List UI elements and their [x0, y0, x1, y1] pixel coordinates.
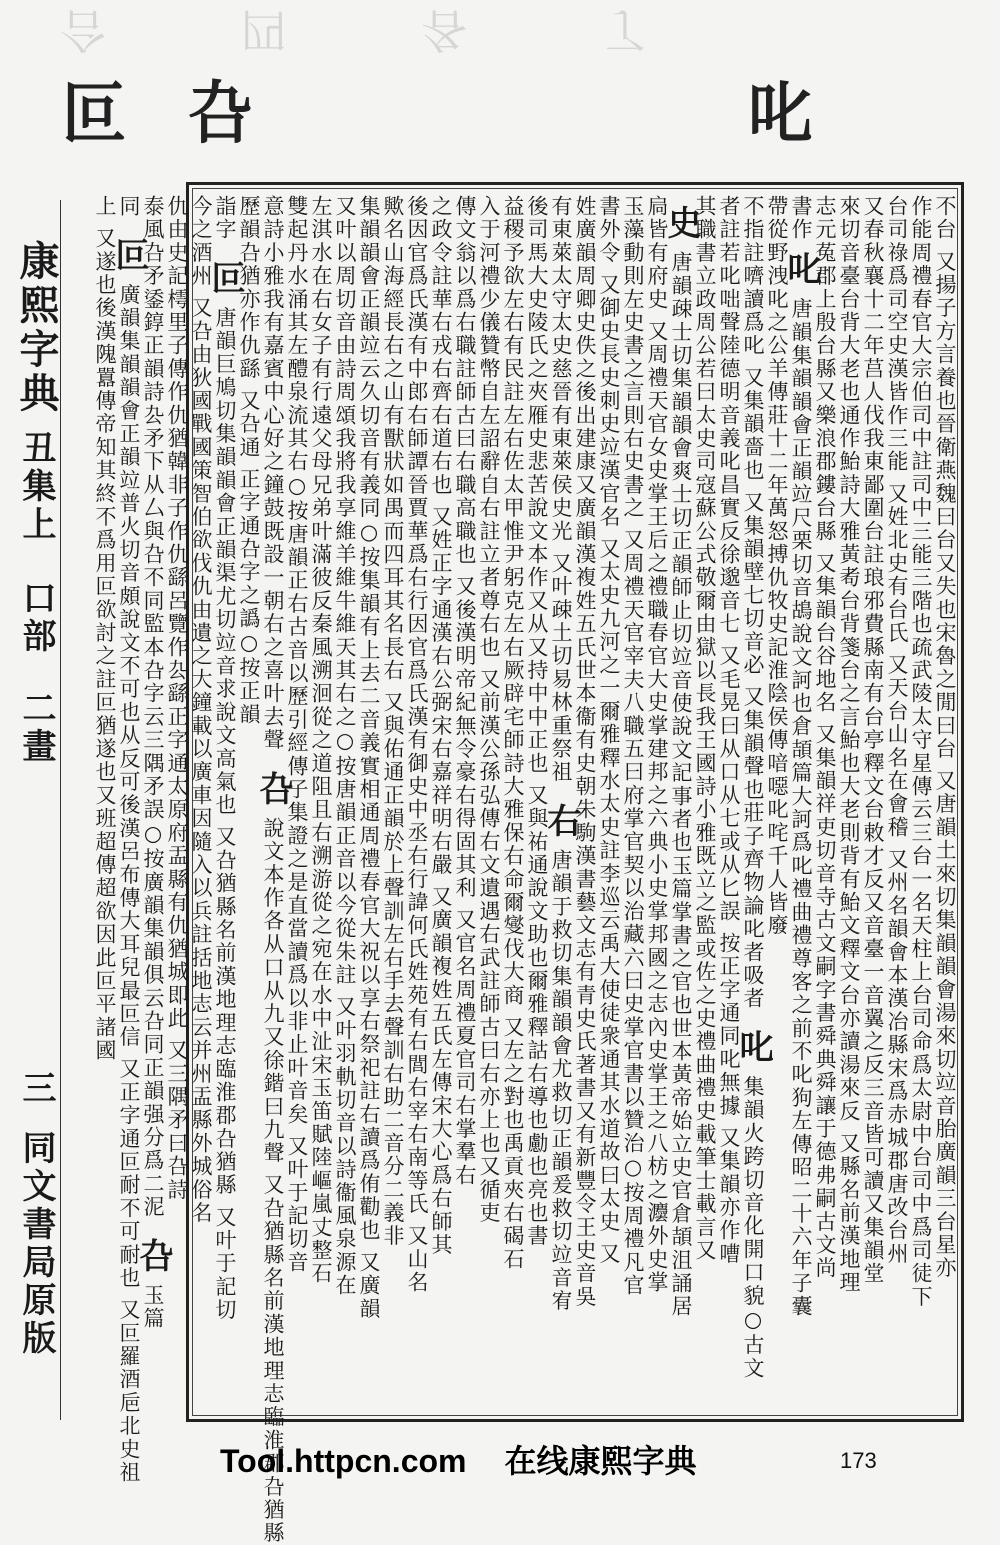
headword: 右 — [541, 802, 581, 839]
entry-text: 不指註嚌讀爲叱 又集韻嗇也 又集韻壁七切音必 又集韻聲也莊子齊物論叱者吸者 — [741, 195, 765, 1020]
page-number: 173 — [840, 1448, 877, 1473]
radical-label: 口部 — [16, 580, 56, 656]
text-column — [693, 189, 717, 1415]
stroke-count-label: 二畫 — [16, 690, 56, 766]
footer-title: 在线康熙字典 — [504, 1443, 697, 1479]
entry-text: 又叶以周切音由詩周頌我將我享維羊維牛維天其右之○按唐韻正音以今從朱註 又叶羽軌切音以詩衞風泉源在 — [333, 195, 357, 1298]
entry-text: 唐韻疎士切集韻韻會爽士切正韻師止切竝音使說文記事者也玉篇掌書之官也世本黃帝始立史官倉頡沮誦居 — [669, 251, 693, 1319]
entry-text: 上 又遂也後漢隗囂傳帝知其終不爲用叵欲討之註叵猶遂也又班超傳超欲因此叵平諸國 — [93, 195, 117, 1063]
entry-text: 有東萊太守太史慈晉有東萊侯史光 又叶疎土切易林重祭祖 — [549, 195, 573, 793]
text-column — [645, 189, 669, 1415]
leaf-number: 三 — [16, 1070, 56, 1108]
entry-text: 又春秋襄十二年莒人伐我東鄙圍台註琅邪費縣南有台亭釋文台敕才反又音臺一音翼之反三音皆可讀又集韻堂 — [861, 195, 885, 1286]
text-column — [109, 189, 149, 1485]
text-column — [885, 189, 909, 1415]
entry-text: 歷韻叴猶亦作仇繇 又叴通 正字通叴字之譌○按正韻 — [237, 195, 261, 727]
entry-text: 帶從野洩叱之公羊傳莊十二年萬怒搏仇牧史記淮陰侯傳喑噁叱咤千人皆廢 — [765, 195, 789, 938]
text-column — [733, 189, 773, 1415]
entry-text: 益稷予欲左右有民註左右佐太甲惟尹躬克左右厥辟宅師詩大雅保右命爾燮伐大商 又左之對也禹貢夾右碣石 — [501, 195, 525, 1272]
text-column — [837, 189, 861, 1415]
book-title: 康熙字典 — [13, 240, 60, 416]
entry-text: 唐韻集韻韻會正韻竝尺栗切音鴣說文訶也倉頡篇大訶爲叱禮曲禮尊客之前不叱狗左傳昭二十六年子囊 — [789, 297, 813, 1319]
text-column — [381, 189, 405, 1415]
entry-text: 雙起丹水涌其左醴泉流其右○按唐韻正右古音以歷引經傳子集證之是直當讀爲以非止叶音矣 又叶于記切音 — [285, 195, 309, 1275]
entry-text: 玉篇 — [141, 1283, 165, 1331]
entry-text: 入于河禮少儀贊幣自左詔辭自右註立者尊右也 又前漢公孫弘傳右文遺遇右武註師古曰右亦上也又循吏 — [477, 195, 501, 1225]
headword: 叱 — [733, 1029, 773, 1066]
entry-text: 傳文翁以爲右職註師古曰右職高職也 又後漢明帝紀無令豪右得固其利 又官名周禮夏官司右掌羣右 — [453, 195, 477, 1188]
text-column — [781, 189, 821, 1415]
entry-text: 詣字 — [213, 195, 237, 251]
collection-label: 丑集上 — [16, 430, 56, 544]
text-column — [189, 189, 213, 1415]
entry-text: 後司馬大史陵氏之夾雁史悲苦說文本作又从又持中中正也 又與祐通說文助也爾雅釋詁右導也勴也亮也書 — [525, 195, 549, 1248]
text-column — [333, 189, 357, 1415]
entry-text: 今之酒州 又叴由狄國戰國策智伯欲伐仇由遺之大鐘載以廣車因隨入以兵註括地志云并州盂縣外城俗名 — [189, 195, 213, 1225]
entry-text: 志元菟郡上殷台縣又樂浪郡鏤台縣 又集韻台谷地名 又集韻祥吏切音寺古文嗣字書舜典舜讓于德弗嗣古文尚 — [813, 195, 837, 1280]
entry-text: 後因官爲氏漢有中郎右師譚晉賈華爲右行因官爲氏漢有御史中丞右行諱何氏姓苑有右閭右宰右南等氏 又山名 — [405, 195, 429, 1295]
text-column — [357, 189, 381, 1415]
entry-text: 書外令 又御史長史刺史竝漢官名 又太史九河之一爾雅釋水太史註李巡云禹大使徒衆通其水道故曰太史 又 — [597, 195, 621, 1266]
bleed-through-text: 合 四 各 了 — [60, 3, 708, 57]
text-column — [453, 189, 477, 1415]
text-column — [501, 189, 525, 1415]
entry-text: 意詩小雅我有嘉賓中心好之鐘鼓既設一朝右之喜叶去聲 — [261, 195, 285, 761]
entry-text: 來切音臺台背大老也通作鮐詩大雅黃耇台背箋台之言鮐也大老則背有鮐文釋文台亦讀湯來反 又縣名前漢地理 — [837, 195, 861, 1295]
text-column — [573, 189, 597, 1415]
text-column — [861, 189, 885, 1415]
text-column — [525, 189, 549, 1415]
publisher-label: 同文書局原版 — [16, 1130, 56, 1358]
headword: 叴 — [253, 770, 293, 807]
text-column — [765, 189, 789, 1415]
headword: 叵 — [205, 260, 245, 297]
headword: 史 — [661, 205, 701, 242]
headword: 叵 — [109, 237, 149, 274]
text-column — [285, 189, 309, 1415]
text-column — [309, 189, 333, 1415]
text-column — [933, 189, 957, 1415]
text-column — [429, 189, 453, 1415]
entry-text: 同 — [117, 195, 141, 228]
entry-text: 歟名山海經長右之山有獸狀如禺而四耳其名長右 又與佑通正韻於上聲訓左右手去聲訓右助二音分二義非 — [381, 195, 405, 1248]
entry-text: 集韻韻會正韻竝云久切音有義同○按集韻有上去二音義實相通周禮春官大祝以享右祭祀註右讀爲侑勸也 又廣韻 — [357, 195, 381, 1321]
entry-text: 唐韻巨鳩切集韻韻會正韻渠尤切竝音求說文高氣也 又叴猶縣名前漢地理志臨淮郡叴猶縣 又叶于記切 — [213, 306, 237, 1322]
text-column — [621, 189, 645, 1415]
text-column — [93, 189, 117, 1415]
text-column — [541, 189, 581, 1415]
text-column — [813, 189, 837, 1415]
text-column — [909, 189, 933, 1415]
entry-text: 其職書立政周公若曰太史司寇蘇公式敬爾由獄以長我王國詩小雅既立之監或佐之史禮曲禮史載筆士載言又 — [693, 195, 717, 1263]
entry-text: 廣韻集韻韻會正韻竝普火切音頗說文不可也从反可後漢呂布傳大耳兒最叵信 又正字通叵耐不可耐也 又叵羅酒巵北史祖 — [117, 283, 141, 1485]
text-column — [165, 189, 189, 1415]
seal-script-headwords-left: 叵 叴 — [62, 74, 273, 154]
entry-text: 集韻火跨切音化開口貌○古文 — [741, 1075, 765, 1381]
text-column — [205, 189, 245, 1415]
entry-text: 書作 — [789, 195, 813, 242]
entry-text: 左淇水在右女子有行遠父母兄弟叶滿彼反秦風溯洄從之道阻且右溯游從之宛在水中沚宋玉笛賦陸嶇嵐丈整石 — [309, 195, 333, 1286]
entry-text: 作能周禮春官大宗伯司中註司中三能三階也疏武陵太守星傳云三台一名天柱上台司命爲太尉中台司中爲司徒下 — [909, 195, 933, 1309]
entry-text: 台司祿爲司空史漢皆作三能 又姓北史有台氏 又天台山名在會稽 又州名韻會本漢冶縣宋爲赤城郡唐改台州 — [885, 195, 909, 1266]
entry-text: 不台 又揚子方言養也晉衛燕魏曰台又失也宋魯之閒曰台 又唐韻土來切集韻韻會湯來切竝音胎廣韻三台星亦 — [933, 195, 957, 1280]
seal-script-headword-right: 叱 — [748, 74, 832, 154]
headword: 叴 — [133, 1237, 173, 1274]
entry-text: 說文本作各从口从九又徐鍇曰九聲 又叴猶縣名前漢地理志臨淮郡叴猶縣 — [261, 816, 285, 1545]
text-column — [661, 189, 701, 1415]
footer-banner — [220, 1436, 697, 1482]
entry-text: 泰風叴矛鋈錞正韻詩厹矛下从厶與叴不同監本叴字云三隅矛誤○按廣韻集韻俱云叴同正韻强分爲二泥 — [141, 195, 165, 1228]
footer-site[interactable]: Tool.httpcn.com — [220, 1443, 467, 1479]
entry-text: 玉藻動則左史書之言則右史書之 又周禮天官宰夫八職五曰府掌官契以治藏六曰史掌官書以贊治○按周禮凡官 — [621, 195, 645, 1298]
text-column — [405, 189, 429, 1415]
entry-text: 之政令註華右戎右齊右道右也 又姓正字通漢右公弼宋右嘉祥明右嚴 又廣韻複姓五氏左傳宋大心爲右師其 — [429, 195, 453, 1257]
entry-text: 扃皆有府史 又周禮天官女史掌王后之禮職春官大史掌建邦之六典小史掌邦國之志內史掌王之八枋之灋外史掌 — [645, 195, 669, 1295]
text-column — [133, 189, 173, 1415]
page-margin-header — [2, 200, 61, 1420]
text-column — [717, 189, 741, 1415]
entry-text: 者註若叱咄聲陸德明音義叱昌實反徐邈音七 又毛晃曰从口从七或从匕誤 按正字通同叱無據 又集韻亦作嘈 — [717, 195, 741, 1266]
text-column — [253, 189, 293, 1545]
headword: 叱 — [781, 251, 821, 288]
entry-text: 姓廣韻周卿史佚之後出建康又廣韻漢複姓五氏世本衞有史朝朱駒漢書藝文志有青史氏著書又有新豐令王史音吳 — [573, 195, 597, 1309]
entry-text: 仇由史記樗里子傳作仇猶韓非子作仇繇呂覽作厹繇正字通太原府盂縣有仇猶城即此 又三隅矛曰叴詩 — [165, 195, 189, 1202]
entry-text: 唐韻于救切集韻韻會尤救切正韻爰救切竝音宥 — [549, 848, 573, 1313]
text-column — [597, 189, 621, 1415]
text-column — [477, 189, 501, 1415]
